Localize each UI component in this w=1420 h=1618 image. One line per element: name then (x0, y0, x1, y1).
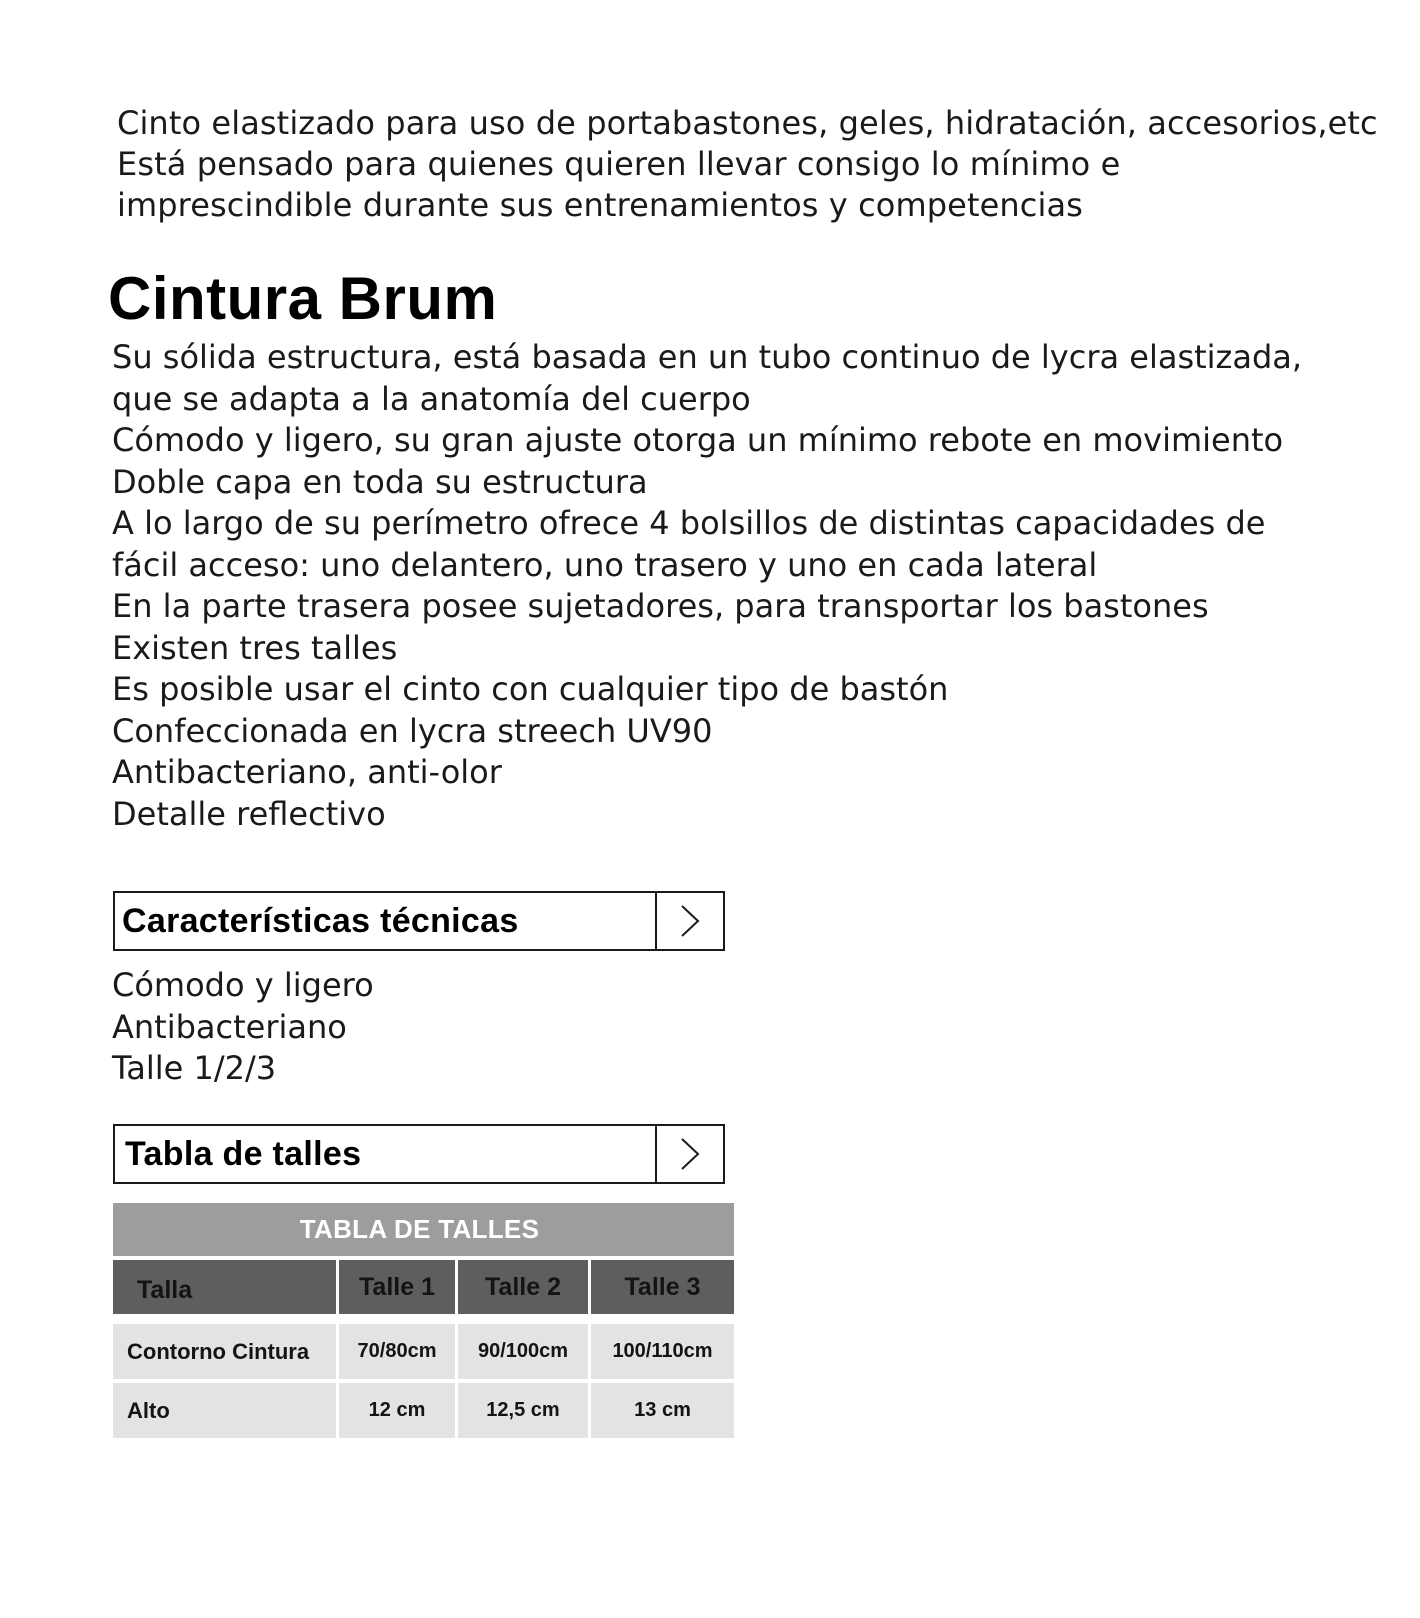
size-table (113, 1203, 734, 1438)
tech-spec-item: Antibacteriano (112, 1007, 347, 1046)
tech-specs-expand-button[interactable] (655, 893, 723, 949)
table-cell: 12,5 cm (458, 1383, 591, 1438)
table-cell: 13 cm (634, 1399, 691, 1421)
size-table-header-row (113, 1260, 734, 1314)
feature-line: Antibacteriano, anti-olor (112, 753, 502, 791)
size-table-title: TABLA DE TALLES (113, 1203, 734, 1256)
size-table-expand-button[interactable] (655, 1126, 723, 1182)
chevron-right-icon (678, 903, 702, 939)
feature-line: Doble capa en toda su estructura (112, 462, 648, 501)
feature-line: En la parte trasera posee sujetadores, para transportar los bastones (112, 587, 1209, 625)
table-cell: 70/80cm (339, 1324, 458, 1379)
intro-paragraph (117, 103, 1407, 226)
header-cell: Talle 2 (458, 1260, 591, 1314)
chevron-right-icon (678, 1136, 702, 1172)
product-title: Cintura Brum (108, 265, 498, 332)
header-cell: Talla (113, 1260, 339, 1314)
feature-line: Detalle reflectivo (112, 794, 386, 833)
feature-line: Cómodo y ligero, su gran ajuste otorga un mínimo rebote en movimiento (112, 421, 1284, 459)
feature-list (112, 337, 1412, 835)
table-row (113, 1383, 734, 1438)
feature-line: que se adapta a la anatomía del cuerpo (112, 379, 751, 418)
tech-specs-label: Características técnicas (122, 901, 519, 940)
tech-specs-accordion[interactable] (113, 891, 725, 951)
table-cell: Alto (113, 1383, 339, 1438)
intro-line: Está pensado para quienes quieren llevar consigo lo mínimo e (117, 145, 1121, 183)
feature-line: fácil acceso: uno delantero, uno trasero y uno en cada lateral (112, 545, 1098, 584)
feature-line: Es posible usar el cinto con cualquier tipo de bastón (112, 670, 949, 708)
table-cell: 90/100cm (458, 1324, 591, 1379)
feature-line: A lo largo de su perímetro ofrece 4 bolsillos de distintas capacidades de (112, 504, 1266, 542)
size-table-accordion[interactable] (113, 1124, 725, 1184)
tech-spec-item: Talle 1/2/3 (112, 1049, 277, 1087)
tech-spec-item: Cómodo y ligero (112, 966, 374, 1004)
feature-line: Existen tres talles (112, 628, 398, 667)
table-cell: 100/110cm (612, 1340, 713, 1362)
header-cell: Talle 1 (339, 1260, 458, 1314)
intro-line: Cinto elastizado para uso de portabastones, geles, hidratación, accesorios,etc (117, 104, 1378, 142)
table-row (113, 1324, 734, 1379)
tech-specs-list (112, 965, 374, 1090)
header-cell: Talle 3 (624, 1272, 701, 1301)
size-table-label: Tabla de talles (125, 1134, 362, 1173)
table-cell: 12 cm (339, 1383, 458, 1438)
intro-line: imprescindible durante sus entrenamientos y competencias (117, 186, 1083, 224)
feature-line: Confeccionada en lycra streech UV90 (112, 711, 713, 750)
table-cell: Contorno Cintura (113, 1324, 339, 1379)
feature-line: Su sólida estructura, está basada en un tubo continuo de lycra elastizada, (112, 338, 1303, 376)
